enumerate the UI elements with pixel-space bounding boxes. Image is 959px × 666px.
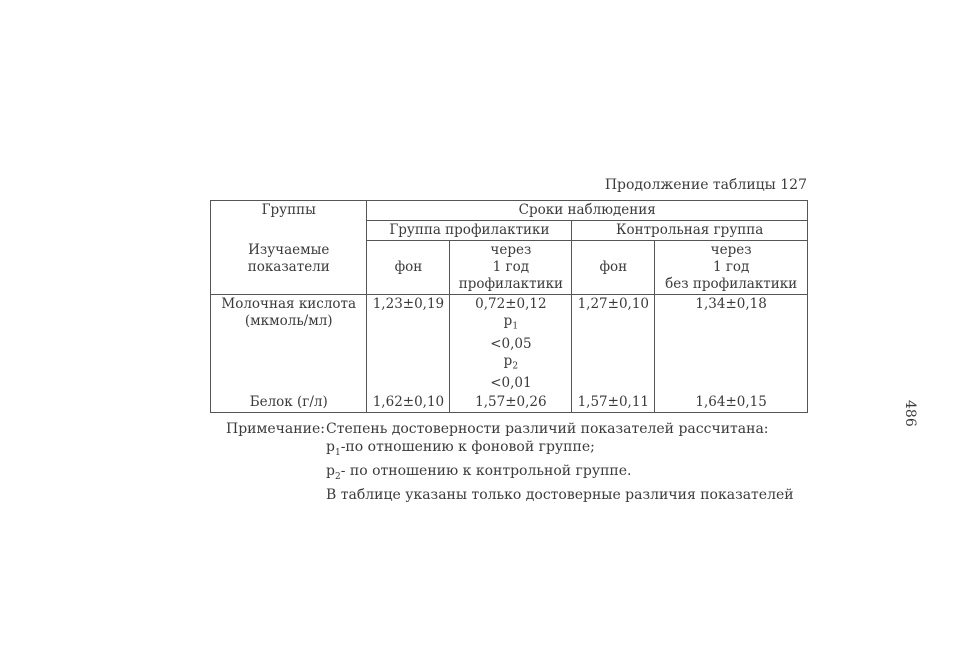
header-fon-prof: фон [367,241,450,295]
header-group-prof: Группа профилактики [367,221,572,241]
cell-fon1: 1,23±0,19 [367,295,450,394]
note-line-2: $p_1-по$ отношению к фоновой группе; [326,439,595,458]
cell-after-noprof: 1,64±0,15 [655,393,808,413]
cell-fon2: 1,27±0,10 [572,295,655,394]
header-indicators: Изучаемые показатели [211,241,367,295]
header-after-noprof: через 1 год без профилактики [655,241,808,295]
note-line-1: Степень достоверности различий показателей рассчитана: [326,421,769,437]
note-line-4: В таблице указаны только достоверные различия показателей [326,486,794,503]
header-terms: Сроки наблюдения [367,201,808,221]
page-number: 486 [902,400,918,427]
cell-after-prof: 0,72±0,12 $p_1$ <0,05 $p_2$ <0,01 [450,295,572,394]
row-name: Молочная кислота (мкмоль/мл) [211,295,367,394]
table-row [211,295,808,394]
table-caption: Продолжение таблицы 127 [604,177,807,193]
header-fon-control: фон [572,241,655,295]
note-line-3: $p_2-$ по отношению к контрольной группе. [326,462,632,482]
header-group-control: Контрольная группа [572,221,808,241]
cell-after-prof: 1,57±0,26 [450,393,572,413]
data-table [210,200,808,413]
note-label: Примечание: [226,421,325,437]
cell-fon2: 1,57±0,11 [572,393,655,413]
table-note [226,420,794,504]
cell-fon1: 1,62±0,10 [367,393,450,413]
header-after-prof: через 1 год профилактики [450,241,572,295]
cell-after-noprof: 1,34±0,18 [655,295,808,394]
table-row [211,393,808,413]
row-name: Белок (г/л) [211,393,367,413]
header-groups: Группы [211,201,367,221]
header-groups-spacer [211,221,367,241]
